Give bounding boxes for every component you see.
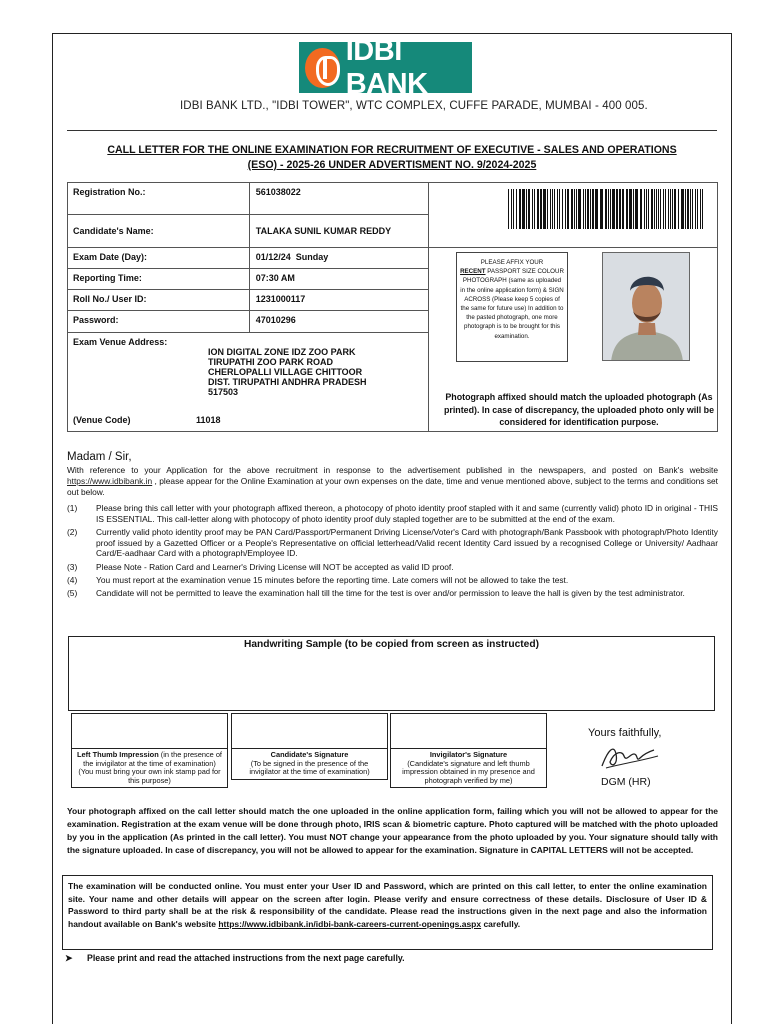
password-value: 47010296 (249, 311, 428, 333)
barcode-icon (508, 189, 704, 229)
venue-code-label: (Venue Code) (73, 415, 131, 425)
list-item: (3) Please Note - Ration Card and Learner's Driving License will NOT be accepted as valid ID proof. (67, 561, 454, 572)
name-value: TALAKA SUNIL KUMAR REDDY (249, 215, 428, 248)
instructions-list (67, 503, 718, 601)
print-note: ➤ Please print and read the attached instructions from the next page carefully. (65, 953, 405, 963)
dgm-signature (600, 740, 660, 772)
header-divider (67, 130, 717, 131)
photo-instructions-paragraph: Your photograph affixed on the call letter should match the one uploaded in the online application form, failing which you will not be allowed to appear for the examination. Registration at the exam venue will be done through photo, IRIS scan & biometric capture. Photo captured will be matched with the photo uploaded by you in the application (As printed in the call letter). You must NOT change your appearance from the photo uploaded by you. Your signature should tally with the signature uploaded. In case of discrepancy, you will not be allowed to appear for the examination. Signature in CAPITAL LETTERS will not be accepted. (67, 806, 718, 855)
reporting-time-value: 07:30 AM (249, 269, 428, 290)
handwriting-title: Handwriting Sample (to be copied from screen as instructed) (244, 639, 539, 650)
list-item: (5) Candidate will not be permitted to leave the examination hall till the time for the test is over and/or permission to leave the hall is given by the test administrator. (67, 587, 685, 598)
person-photo-icon (603, 253, 690, 361)
venue-address: ION DIGITAL ZONE IDZ ZOO PARK TIRUPATHI ZOO PARK ROAD CHERLOPALLI VILLAGE CHITTOOR DIST. TIRUPATHI ANDHRA PRADESH 517503 (208, 347, 367, 397)
idbi-emblem-icon (305, 48, 340, 88)
left-thumb-box: Left Thumb Impression (in the presence of the invigilator at the time of examination) (You must bring your own ink stamp pad for this purpose) (71, 713, 228, 788)
salutation: Madam / Sir, (67, 451, 132, 463)
roll-no-label: Roll No./ User ID: (68, 290, 250, 311)
registration-label: Registration No.: (68, 183, 250, 215)
bank-address: IDBI BANK LTD., "IDBI TOWER", WTC COMPLEX, CUFFE PARADE, MUMBAI - 400 005. (180, 100, 648, 112)
venue-label: Exam Venue Address: (73, 337, 168, 347)
venue-code-value: 11018 (196, 415, 221, 425)
list-item: (2) Currently valid photo identity proof may be PAN Card/Passport/Permanent Driving License/Voter's Card with photograph/Bank Passbook with photograph/Photo Identity proof issued by a Gazetted Officer or a People's Representative on official letterhead/Valid recent Identity Card issued by a recognised College or University/ Aadhaar Card/E-aadhaar Card with a photograph/Employee ID. (67, 526, 718, 559)
list-item: (4) You must report at the examination venue 15 minutes before the reporting time. Late comers will not be allowed to take the test. (67, 574, 569, 585)
intro-paragraph: With reference to your Application for the above recruitment in response to the advertisement published in the newspapers, and posted on Bank's website https://www.idbibank.in , please appear for the Online Examination at your own expenses on the date, time and venue mentioned above, subject to the terms and conditions set out below. (67, 465, 718, 497)
page-title: CALL LETTER FOR THE ONLINE EXAMINATION FOR RECRUITMENT OF EXECUTIVE - SALES AND OPERATIONS (ESO) - 2025-26 UNDER ADVERTISMENT NO. 9/2024-2025 (107, 144, 677, 171)
bank-name: IDBI BANK (345, 34, 428, 100)
idbi-bank-logo (299, 34, 472, 100)
invigilator-signature-box: Invigilator's Signature (Candidate's signature and left thumb impression obtained in my presence and photograph verified by me) (390, 713, 547, 788)
photo-note: Photograph affixed should match the uploaded photograph (As printed). In case of discrepancy, the uploaded photo only will be considered for identification purpose. (443, 392, 715, 427)
handwriting-sample-box (68, 636, 715, 711)
arrow-bullet-icon: ➤ (65, 953, 73, 963)
careers-link[interactable]: https://www.idbibank.in/idbi-bank-careers-current-openings.aspx (218, 918, 482, 929)
candidate-signature-box: Candidate's Signature (To be signed in the presence of the invigilator at the time of examination) (231, 713, 388, 780)
bank-website-link[interactable]: https://www.idbibank.in (67, 476, 153, 486)
recent-word: RECENT (460, 268, 486, 276)
exam-date-label: Exam Date (Day): (68, 248, 250, 269)
yours-faithfully: Yours faithfully, (588, 727, 662, 739)
name-label: Candidate's Name: (68, 215, 250, 248)
candidate-photo (602, 252, 690, 361)
reporting-time-label: Reporting Time: (68, 269, 250, 290)
list-item: (1) Please bring this call letter with your photograph affixed thereon, a photocopy of photo identity proof stapled with it and same (currently valid) photo ID in original - THIS IS ESSENTIAL. This call-letter along with photocopy of photo identity proof duly stapled together are to be submitted at the end of the exam. (67, 503, 718, 524)
online-exam-notice: The examination will be conducted online. You must enter your User ID and Password, which are printed on this call letter, to enter the online examination site. Your name and other details will appear on the screen after login. Please verify and ensure correctness of these details. Disclosure of User ID & Password to third party shall be at the risk & responsibility of the candidate. Please read the instructions given in the next page and also the information handout available on Bank's website https://www.idbibank.in/idbi-bank-careers-current-openings.aspx carefully. (62, 875, 713, 950)
roll-no-value: 1231000117 (249, 290, 428, 311)
password-label: Password: (68, 311, 250, 333)
registration-value: 561038022 (249, 183, 428, 215)
designation: DGM (HR) (601, 776, 651, 788)
affix-photo-instructions: PLEASE AFFIX YOUR RECENT PASSPORT SIZE COLOUR PHOTOGRAPH (same as uploaded in the online application form) & SIGN ACROSS (Please keep 5 copies of the same for future use) In addition to the pasted photograph, one more photograph is to be brought for this examination. (456, 252, 568, 362)
exam-date-value: 01/12/24 Sunday (249, 248, 428, 269)
